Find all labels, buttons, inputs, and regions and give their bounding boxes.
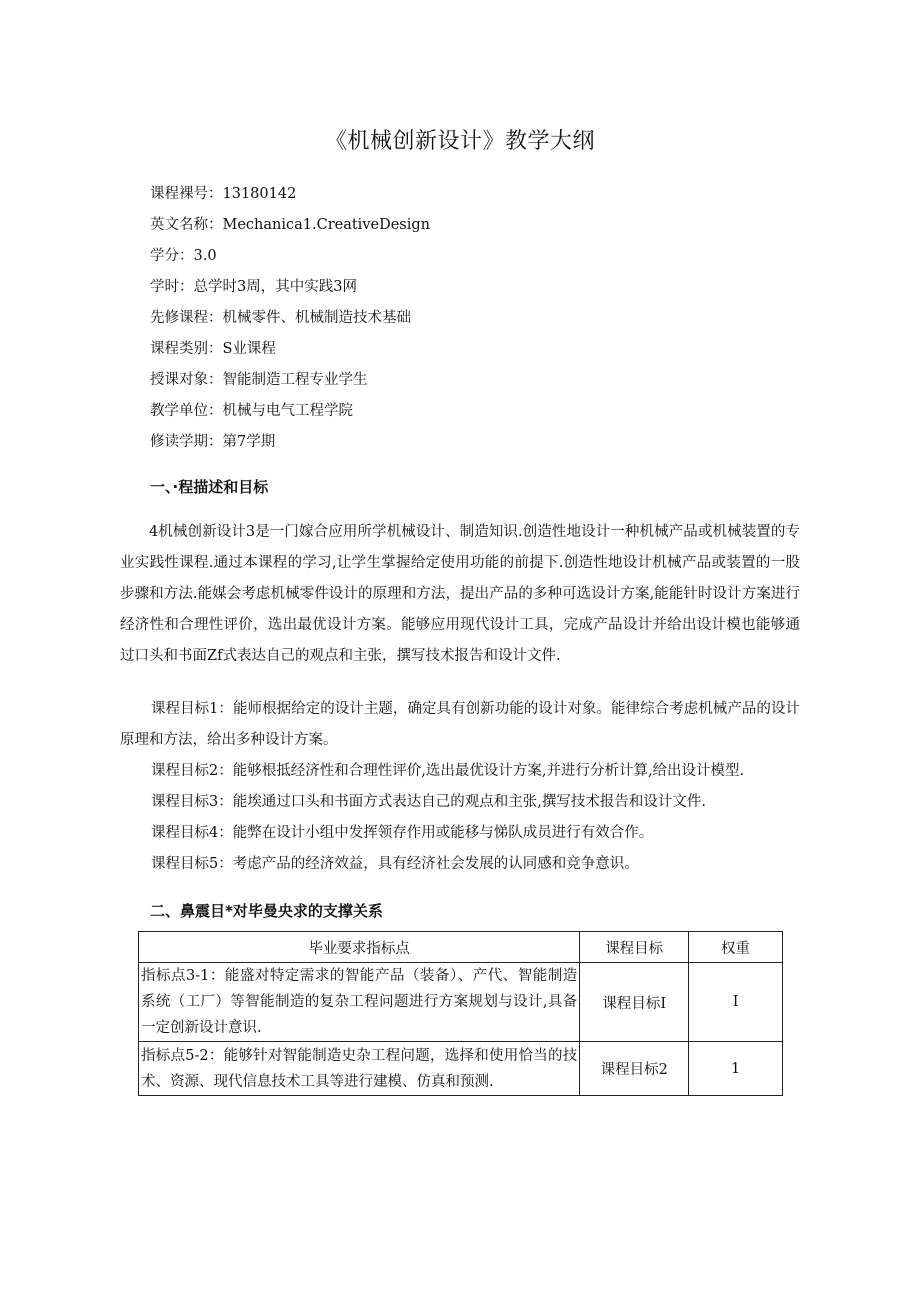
course-info-row	[150, 245, 430, 276]
course-goal-label: 课程目标2：	[151, 763, 233, 779]
course-info-label: 修读学期：	[150, 434, 223, 450]
weight-cell: I	[689, 963, 783, 1042]
course-info-value: 机械与电气工程学院	[222, 403, 353, 419]
column-header-indicator: 毕业要求指标点	[139, 932, 580, 963]
course-info-label: 课程类别：	[150, 341, 223, 357]
course-info-label: 授课对象：	[150, 372, 223, 388]
column-header-weight: 权重	[689, 932, 783, 963]
goal-cell: 课程目标2	[580, 1042, 689, 1096]
course-info-label: 教学单位：	[150, 403, 223, 419]
course-info-label: 课程裸号：	[150, 186, 223, 202]
course-goal	[120, 756, 800, 787]
course-info-label: 学时：	[150, 279, 194, 295]
course-info-value: 智能制造工程专业学生	[222, 372, 368, 388]
goal-cell: 课程目标I	[580, 963, 689, 1042]
course-info-row	[150, 431, 430, 462]
course-goal-text: 能够根抵经济性和合理性评价,选出最优设计方案,并进行分析计算,给出设计模型.	[232, 763, 745, 779]
section-heading-description: 一、·程描述和目标	[150, 478, 269, 496]
course-goal-label: 课程目标4：	[151, 825, 233, 841]
course-goal	[120, 849, 800, 880]
course-info-row	[150, 338, 430, 369]
document-title: 《机械创新设计》教学大纲	[324, 129, 595, 154]
course-description-paragraph: 4机械创新设计3是一门嫁合应用所学机械设计、制造知识.创造性地设计一种机械产品或机械装置的专业实践性课程.通过本课程的学习,让学生掌握给定使用功能的前提下.创造性地设计机械产品或装置的一股步骤和方法.能媒会考虑机械零件设计的原理和方法，提出产品的多种可选设计方案,能能针时设计方案进行经济性和合理性评价，选出最优设计方案。能够应用现代设计工具，完成产品设计并给出设计模也能够通过口头和书面Zf式表达自己的观点和主张，撰写技术报告和设计文件.	[120, 524, 800, 664]
course-info-value: Mechanica1.CreativeDesign	[222, 217, 431, 233]
indicator-cell: 指标点5-2：能够针对智能制造史杂工程问题，选择和使用恰当的技术、资源、现代信息技术工具等进行建模、仿真和预测.	[139, 1042, 580, 1096]
course-info-row	[150, 214, 430, 245]
course-goal	[120, 787, 800, 818]
course-info-row	[150, 400, 430, 431]
course-goal-label: 课程目标3：	[151, 794, 233, 810]
course-goal	[120, 818, 800, 849]
table-row	[139, 963, 783, 1042]
table-row	[139, 1042, 783, 1096]
course-info-value: 3.0	[193, 248, 217, 264]
column-header-goal: 课程目标	[580, 932, 689, 963]
course-info-row	[150, 183, 430, 214]
course-info-row	[150, 276, 430, 307]
course-info-value: 13180142	[222, 186, 297, 202]
course-goal-text: 能师根据给定的设计主题，确定具有创新功能的设计对象。能律综合考虑机械产品的设计原理和方法，给出多种设计方案。	[120, 701, 800, 748]
course-info-row	[150, 369, 430, 400]
requirements-table	[138, 931, 783, 1096]
course-info-label: 先修课程：	[150, 310, 223, 326]
course-info-list	[150, 183, 430, 462]
course-info-value: S业课程	[222, 341, 276, 357]
table-header-row	[139, 932, 783, 963]
course-goal-label: 课程目标5：	[151, 856, 233, 872]
indicator-cell: 指标点3-1：能盛对特定需求的智能产品（装备）、产代、智能制造系统（工厂）等智能制造的复杂工程问题进行方案规划与设计,具备一定创新设计意识.	[139, 963, 580, 1042]
course-goal-text: 能埃通过口头和书面方式表达自己的观点和主张,撰写技术报告和设计文件.	[232, 794, 706, 810]
course-info-value: 第7学期	[222, 434, 276, 450]
course-goal	[120, 694, 800, 756]
course-goal-label: 课程目标1：	[151, 701, 233, 717]
section-heading-support: 二、鼻震目*对毕曼央求的支撑关系	[150, 902, 383, 920]
weight-cell: 1	[689, 1042, 783, 1096]
course-goal-text: 考虑产品的经济效益，具有经济社会发展的认同感和竞争意识。	[232, 856, 639, 872]
course-info-label: 英文名称：	[150, 217, 223, 233]
course-goals-list	[120, 694, 800, 880]
course-info-value: 机械零件、机械制造技术基础	[222, 310, 411, 326]
course-info-label: 学分：	[150, 248, 194, 264]
course-info-value: 总学时3周，其中实践3网	[193, 279, 357, 295]
course-goal-text: 能弊在设计小组中发挥领存作用或能移与悌队成员进行有效合作。	[232, 825, 654, 841]
course-info-row	[150, 307, 430, 338]
